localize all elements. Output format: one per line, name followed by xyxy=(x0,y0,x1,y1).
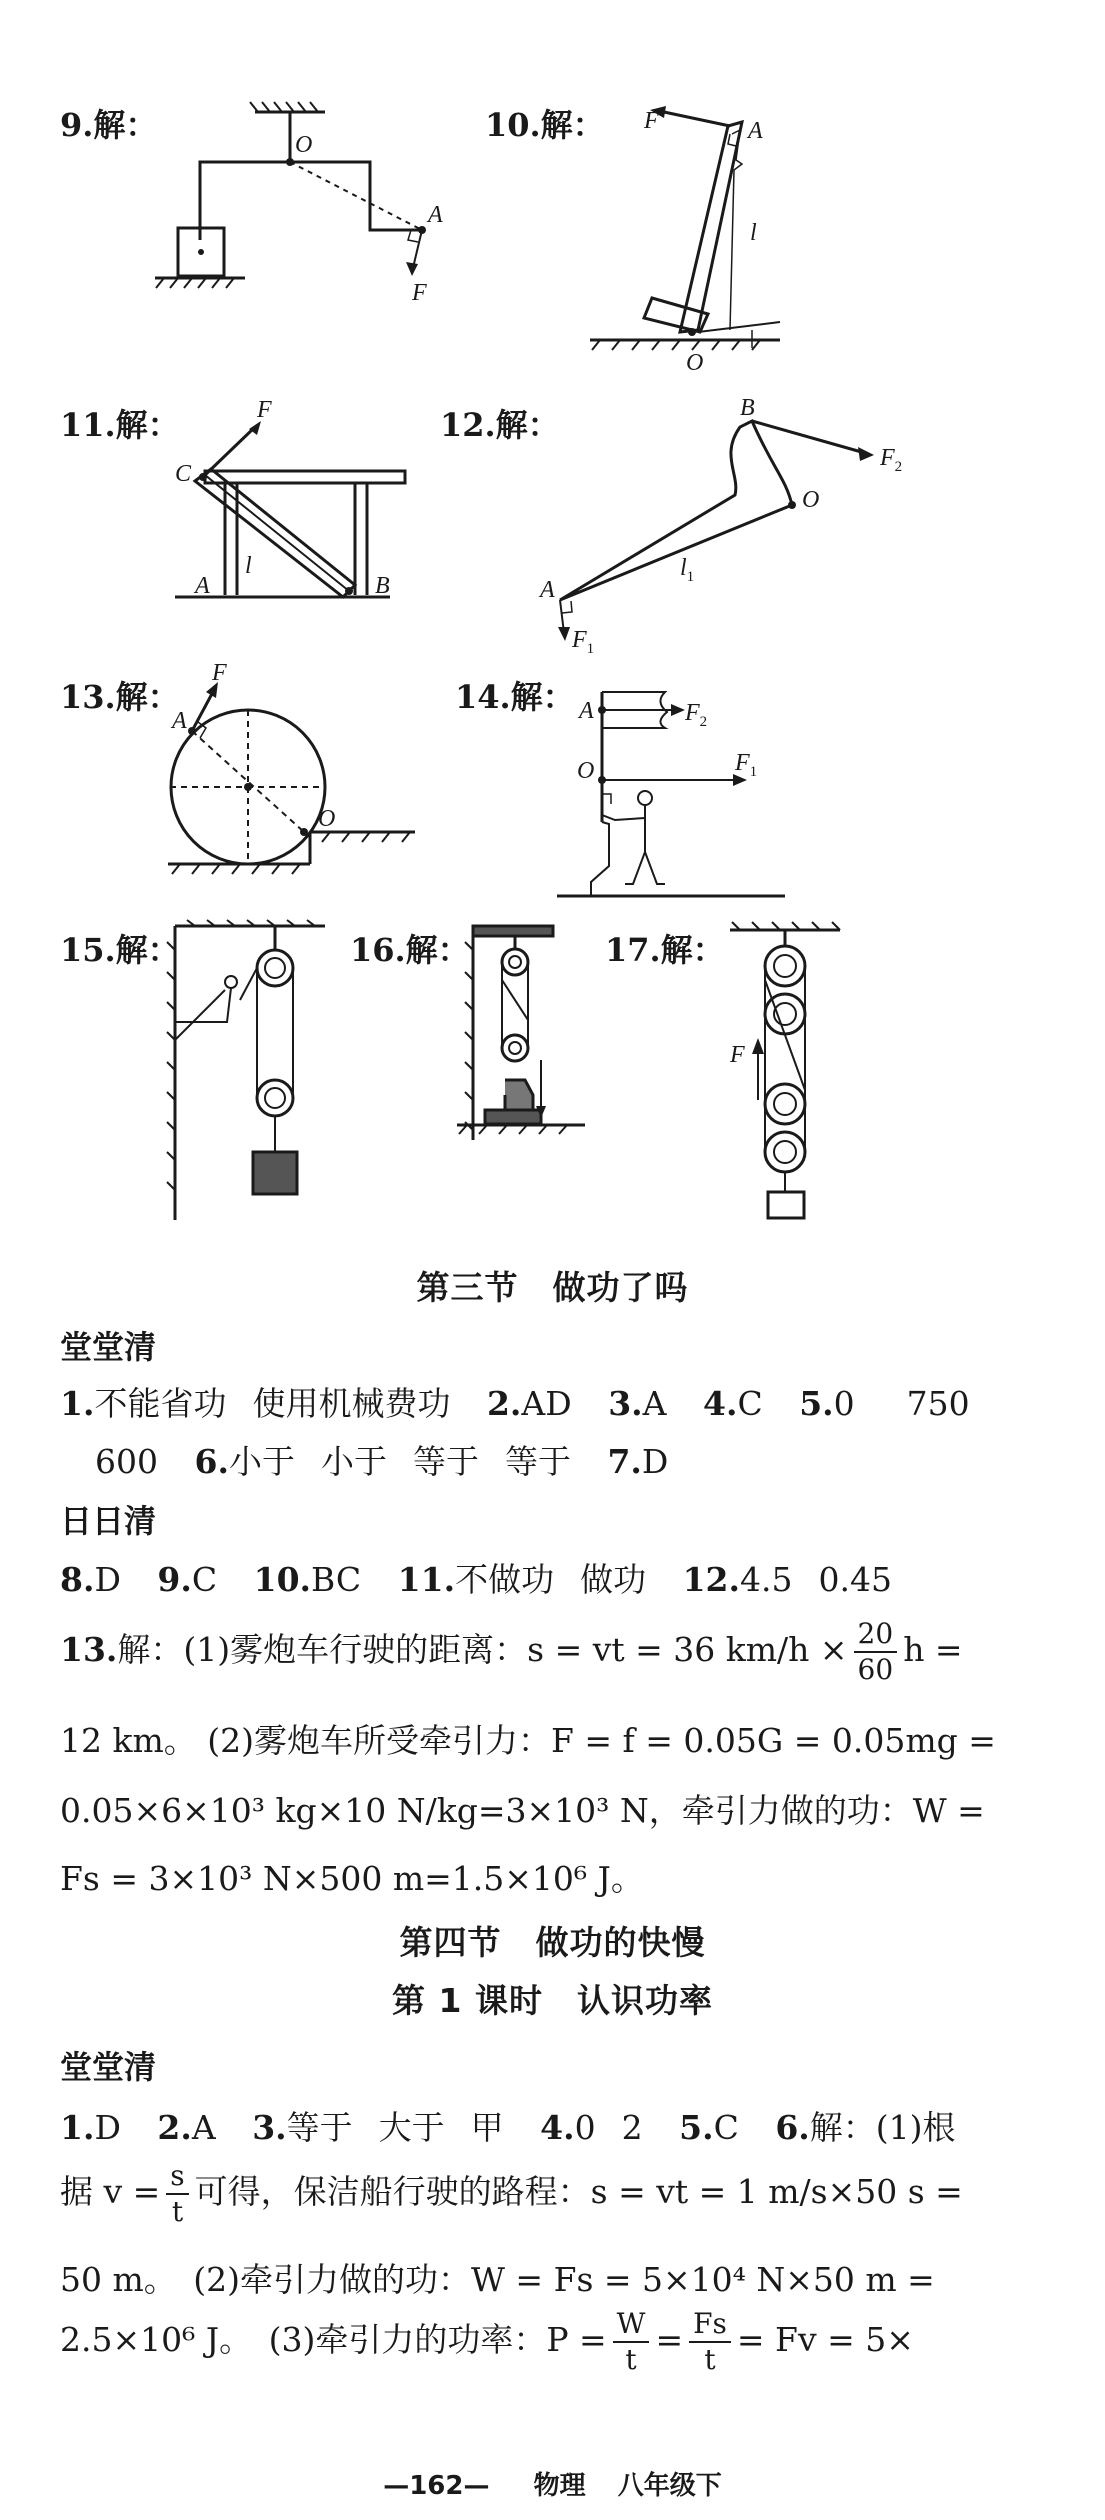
q17-label: 17.解： xyxy=(605,931,725,969)
q17-force-f: F xyxy=(730,1042,745,1068)
q14-point-a: A xyxy=(579,698,594,724)
q12-label: 12.解： xyxy=(440,406,560,444)
q12-point-b: B xyxy=(740,395,755,421)
q12-force-f1: $F_1$ xyxy=(572,627,595,657)
section4-title: 第四节 做功的快慢 xyxy=(399,1923,706,1962)
fraction-fs-t: $\frac{Fs}{t}$ xyxy=(689,2310,731,2374)
section4-tangtangqing-heading: 堂堂清 xyxy=(60,2048,157,2086)
q12-point-a: A xyxy=(540,577,555,603)
section3-q13-line2: 12 km。 (2)雾炮车所受牵引力：F = f = 0.05G = 0.05mg = xyxy=(60,1721,996,1760)
q15-pulley-diagram xyxy=(165,920,335,1220)
q12-point-o: O xyxy=(802,487,820,513)
q13-cylinder-diagram xyxy=(170,660,430,880)
q14-label: 14.解： xyxy=(455,678,575,716)
section3-answers-line1: 1.不能省功 使用机械费功 2.AD 3.A 4.C 5.0 750 xyxy=(60,1384,970,1423)
q11-point-a: A xyxy=(195,573,210,599)
section4-answers-line1: 1.D 2.A 3.等于 大于 甲 4.0 2 5.C 6.解：(1)根 xyxy=(60,2108,956,2147)
q13-label: 13.解： xyxy=(60,678,180,716)
fraction-w-t: $\frac{W}{t}$ xyxy=(613,2310,650,2374)
section3-q13-line4: Fs = 3×10³ N×500 m=1.5×10⁶ J。 xyxy=(60,1859,644,1898)
section3-title: 第三节 做功了吗 xyxy=(416,1268,689,1307)
q12-length-l1: $l_1$ xyxy=(680,555,695,585)
q9-lever-diagram xyxy=(150,100,470,310)
q14-flag-diagram xyxy=(555,670,815,910)
fraction-20-60: $\frac{20}{60}$ xyxy=(854,1620,898,1684)
q9-point-f: F xyxy=(412,280,427,306)
q10-lever-diagram xyxy=(580,100,820,380)
q10-point-o: O xyxy=(686,350,704,376)
fraction-s-t: $\frac{s}{t}$ xyxy=(166,2162,188,2226)
q15-label: 15.解： xyxy=(60,931,180,969)
section3-answers-line3: 8.D 9.C 10.BC 11.不做功 做功 12.4.5 0.45 xyxy=(60,1560,892,1599)
q11-point-f: F xyxy=(257,397,272,423)
q10-point-f: F xyxy=(644,108,659,134)
section3-q13-line3: 0.05×6×10³ kg×10 N/kg=3×10³ N，牵引力做的功：W = xyxy=(60,1791,985,1830)
q13-force-f: F xyxy=(212,660,227,686)
section3-tangtangqing-heading: 堂堂清 xyxy=(60,1328,157,1366)
section4-q6-line4: 2.5×10⁶ J。 (3)牵引力的功率：P = $\frac{W}{t}$ = $\frac{Fs}{t}$ = Fv = 5× xyxy=(60,2307,914,2376)
section4-q6-line2: 据 v = $\frac{s}{t}$ 可得，保洁船行驶的路程：s = vt = 1 m/s×50 s = xyxy=(60,2159,963,2228)
section3-q13-line1: 13.解：(1)雾炮车行驶的距离：s = vt = 36 km/h × $\frac{20}{60}$ h = xyxy=(60,1617,963,1686)
q10-label: 10.解： xyxy=(485,106,605,144)
q11-label: 11.解： xyxy=(60,406,180,444)
q14-point-o: O xyxy=(577,758,595,784)
q9-point-o: O xyxy=(295,132,313,158)
q16-pulley-diagram xyxy=(455,920,595,1150)
section3-ririqing-heading: 日日清 xyxy=(60,1502,157,1540)
q11-point-c: C xyxy=(175,461,192,487)
q11-table-diagram xyxy=(175,385,420,615)
page-number: —162— xyxy=(383,2471,490,2501)
q14-force-f2: $F_2$ xyxy=(685,700,708,730)
section4-lesson-title: 第 1 课时 认识功率 xyxy=(392,1981,713,2020)
q10-point-a: A xyxy=(748,118,763,144)
q9-label: 9.解： xyxy=(60,106,158,144)
q11-point-b: B xyxy=(375,573,390,599)
q14-force-f1: $F_1$ xyxy=(735,750,758,780)
q10-length-l: l xyxy=(750,220,757,246)
q11-length-l: l xyxy=(245,553,252,579)
footer-subject: 物理 xyxy=(533,2471,586,2501)
section4-q6-line3: 50 m。 (2)牵引力做的功：W = Fs = 5×10⁴ N×50 m = xyxy=(60,2260,935,2299)
q13-point-a: A xyxy=(172,708,187,734)
page-footer xyxy=(0,2465,1105,2502)
q13-point-o: O xyxy=(318,806,336,832)
q16-label: 16.解： xyxy=(350,931,470,969)
q12-force-f2: $F_2$ xyxy=(880,445,903,475)
q9-point-a: A xyxy=(428,202,443,228)
q17-pulley-diagram xyxy=(710,920,860,1240)
q12-lever-diagram xyxy=(540,395,903,657)
section3-answers-line2: 600 6.小于 小于 等于 等于 7.D xyxy=(95,1442,669,1481)
footer-grade: 八年级下 xyxy=(617,2471,722,2501)
